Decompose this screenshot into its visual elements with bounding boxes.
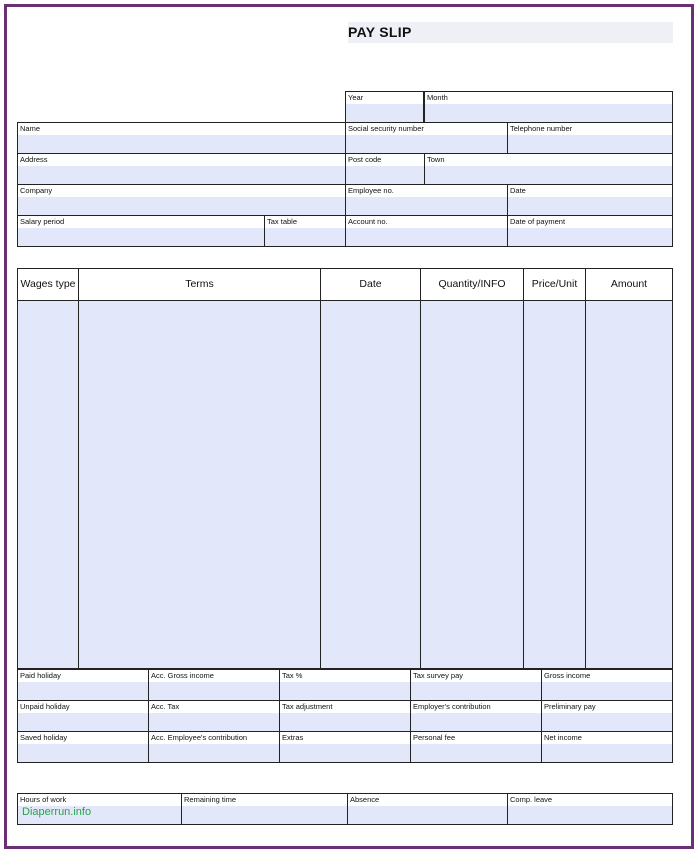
paid-holiday-field[interactable] [17,669,149,701]
col-quantity-info[interactable] [420,300,524,669]
col-header-wages-type: Wages type [17,268,79,301]
unpaid-holiday-field[interactable] [17,700,149,732]
acc-employees-contribution-field[interactable] [148,731,280,763]
net-income-field[interactable] [541,731,673,763]
hours-of-work-label: Hours of work [20,795,67,804]
tax-table-label: Tax table [267,217,298,226]
phone-field[interactable] [507,122,673,154]
acc-tax-label: Acc. Tax [151,702,180,711]
tax-percent-field[interactable] [279,669,411,701]
preliminary-pay-label: Preliminary pay [544,702,596,711]
paid-holiday-label: Paid holiday [20,671,61,680]
town-label: Town [427,155,445,164]
employers-contribution-label: Employer's contribution [413,702,491,711]
col-header-amount: Amount [585,268,673,301]
account-no-label: Account no. [348,217,388,226]
col-wages-type[interactable] [17,300,79,669]
name-label: Name [20,124,41,133]
salary-period-field[interactable] [17,215,265,247]
col-price-unit[interactable] [523,300,586,669]
year-label: Year [348,93,364,102]
ssn-field[interactable] [345,122,508,154]
col-header-date: Date [320,268,421,301]
unpaid-holiday-label: Unpaid holiday [20,702,70,711]
saved-holiday-field[interactable] [17,731,149,763]
acc-tax-field[interactable] [148,700,280,732]
preliminary-pay-field[interactable] [541,700,673,732]
employee-no-label: Employee no. [348,186,394,195]
ssn-label: Social security number [348,124,424,133]
date-of-payment-field[interactable] [507,215,673,247]
postcode-label: Post code [348,155,382,164]
date-of-payment-label: Date of payment [510,217,566,226]
month-label: Month [427,93,448,102]
absence-field[interactable] [347,793,508,825]
extras-label: Extras [282,733,304,742]
col-header-price-unit: Price/Unit [523,268,586,301]
salary-period-label: Salary period [20,217,65,226]
account-no-field[interactable] [345,215,508,247]
address-label: Address [20,155,48,164]
tax-table-field[interactable] [264,215,346,247]
remaining-time-label: Remaining time [184,795,237,804]
net-income-label: Net income [544,733,582,742]
page-title: PAY SLIP [348,22,673,43]
acc-gross-income-label: Acc. Gross income [151,671,214,680]
postcode-field[interactable] [345,153,425,185]
extras-field[interactable] [279,731,411,763]
comp-leave-field[interactable] [507,793,673,825]
gross-income-field[interactable] [541,669,673,701]
tax-adjustment-label: Tax adjustment [282,702,333,711]
remaining-time-field[interactable] [181,793,348,825]
month-field[interactable] [424,91,673,123]
date-label: Date [510,186,526,195]
acc-gross-income-field[interactable] [148,669,280,701]
col-header-quantity-info: Quantity/INFO [420,268,524,301]
col-amount[interactable] [585,300,673,669]
tax-percent-label: Tax % [282,671,303,680]
company-field[interactable] [17,184,346,216]
tax-survey-pay-field[interactable] [410,669,542,701]
employers-contribution-field[interactable] [410,700,542,732]
gross-income-label: Gross income [544,671,591,680]
address-field[interactable] [17,153,346,185]
company-label: Company [20,186,53,195]
personal-fee-field[interactable] [410,731,542,763]
town-field[interactable] [424,153,673,185]
year-field[interactable] [345,91,424,123]
col-date[interactable] [320,300,421,669]
employee-no-field[interactable] [345,184,508,216]
watermark: Diaperrun.info [22,806,92,818]
date-field[interactable] [507,184,673,216]
saved-holiday-label: Saved holiday [20,733,68,742]
acc-employees-contribution-label: Acc. Employee's contribution [151,733,248,742]
personal-fee-label: Personal fee [413,733,456,742]
phone-label: Telephone number [510,124,573,133]
col-terms[interactable] [78,300,321,669]
name-field[interactable] [17,122,346,154]
absence-label: Absence [350,795,380,804]
tax-survey-pay-label: Tax survey pay [413,671,464,680]
comp-leave-label: Comp. leave [510,795,553,804]
col-header-terms: Terms [78,268,321,301]
tax-adjustment-field[interactable] [279,700,411,732]
